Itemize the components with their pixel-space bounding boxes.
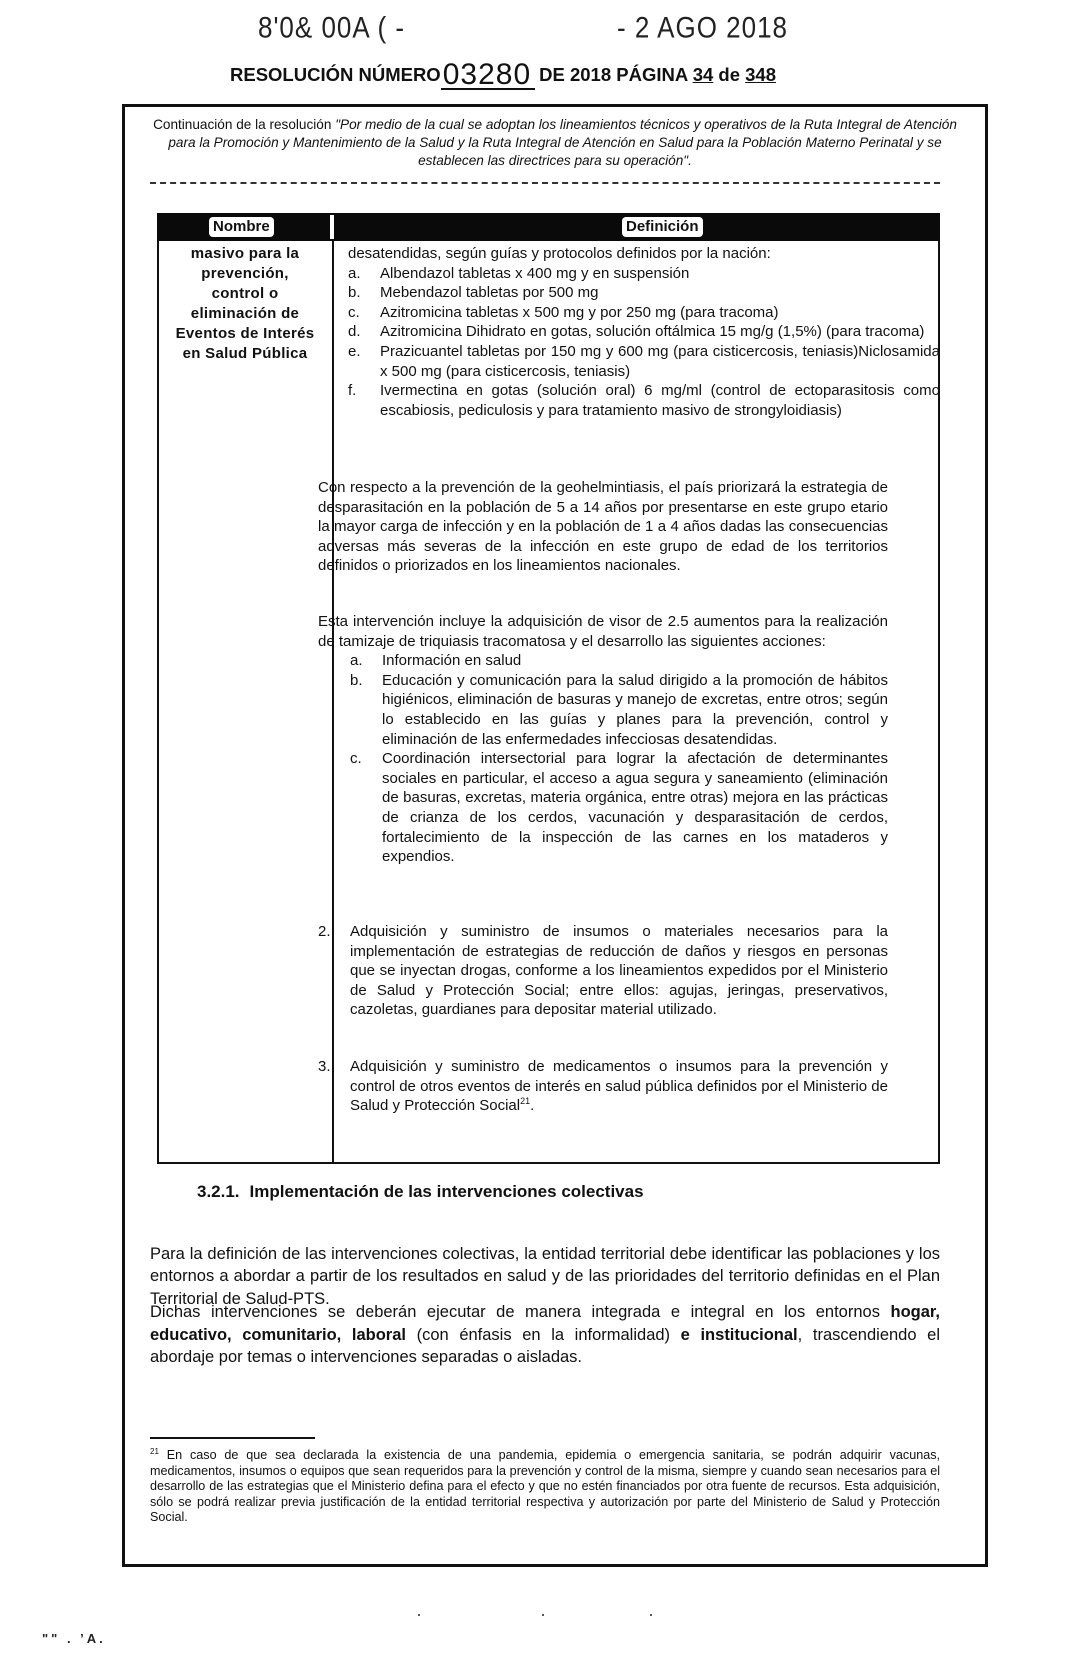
scan-speck [650,1614,652,1616]
list-text: Adquisición y suministro de insumos o materiales necesarios para la implementación de estrategias de reducción de daños y riesgos en personas que se inyectan drogas, conforme a los lineamientos expedidos por el Ministerio de Salud y Protección Social; entre ellos: agujas, jeringas, preservativos, cazoletas, guardianes para depositar material utilizado. [350,923,888,1019]
emphasis-institucional: e institucional [680,1325,798,1344]
footnote-separator [150,1437,315,1439]
list-marker: b. [350,671,363,689]
emphasis-entornos: hogar, educativo, comunitario, laboral [150,1303,940,1344]
list-marker: 2. [318,923,331,940]
list-marker: b. [348,284,361,302]
list-text: Prazicuantel tabletas por 150 mg y 600 mg (para cisticercosis, teniasis)Niclosamida x 500 mg (para cisticercosis, teniasis) [380,342,940,380]
resolution-number: 03280 [441,62,535,90]
list-item [348,381,940,420]
list-text: Educación y comunicación para la salud dirigido a la promoción de hábitos higiénicos, eliminación de basuras y manejo de excretas, entre otros; según lo establecido en las guías y planes para la prevención, control y eliminación de las enfermedades infecciosas desatendidas. [382,671,888,748]
list-item [350,671,888,749]
list-text: Azitromicina tabletas x 500 mg y por 250 mg (para tracoma) [380,303,779,321]
stamp-mirrored-text: 8'0& 00A ( - [258,10,406,45]
item-2-block [318,922,888,1020]
medicines-block [348,244,940,420]
list-text: Mebendazol tabletas por 500 mg [380,284,599,302]
title-prefix: RESOLUCIÓN NÚMERO [230,64,441,85]
page-current: 34 [692,64,714,85]
scan-artifact: "" . ’A. [42,1631,106,1646]
list-text: Azitromicina Dihidrato en gotas, solución oftálmica 15 mg/g (1,5%) (para tracoma) [380,323,925,341]
nombre-line: en Salud Pública [182,345,308,362]
list-item [348,283,940,303]
nombre-line: eliminación de [190,305,300,322]
numbered-list [318,1057,888,1116]
list-item [348,303,940,323]
footnote-text: En caso de que sea declarada la existencia de una pandemia, epidemia o emergencia sanitaria, se podrán adquirir vacunas, medicamentos, insumos o equipos que sean requeridos para la prevención y control de la misma, siempre y cuando sean necesarios para el desarrollo de las estrategias que el Ministerio defina para el efecto y que no estén financiados por otra fuente de recursos. Esta adquisición, sólo se podrá realizar previa justificación de la entidad territorial respectiva y autorización por parte del Ministerio de Salud y Protección Social. [150,1448,941,1525]
paragraph-text: Dichas intervenciones se deberán ejecutar de manera integrada e integral en los entornos [150,1303,891,1321]
paragraph-text: , trascendiendo el abordaje por temas o intervenciones separadas o aisladas. [150,1325,940,1366]
list-text-end: . [530,1097,535,1115]
list-item [348,264,940,284]
paragraph [150,1301,940,1369]
nombre-line: control o [211,285,279,302]
page-of: de [718,64,740,85]
list-marker: c. [348,303,360,321]
continuation-quote: "Por medio de la cual se adoptan los lineamientos técnicos y operativos de la Ruta Integral de Atención para la Promoción y Mantenimiento de la Salud y la Ruta Integral de Atención en Salud para la Población Materno Perinatal y se establecen las directrices para su operación". [168,117,957,168]
header-column-divider [330,215,334,239]
resolution-title [230,58,777,91]
list-marker: d. [348,323,361,341]
visor-block [318,612,888,867]
page-total: 348 [745,64,777,85]
list-marker: e. [348,342,361,360]
list-marker: a. [348,264,361,282]
list-text: Albendazol tabletas x 400 mg y en suspensión [380,264,690,282]
list-marker: a. [350,652,363,670]
stamp-date: - 2 AGO 2018 [617,10,788,45]
list-item [348,342,940,381]
paragraph-text: Con respecto a la prevención de la geohelmintiasis, el país priorizará la estrategia de desparasitación en la población de 5 a 14 años por presentarse en este grupo etario la mayor carga de infección y en la población de 1 a 4 años dadas las consecuencias adversas más severas de la infección en este grupo de edad de los territorios definidos o priorizados en los lineamientos nacionales. [318,479,888,575]
list-item [318,1057,888,1116]
nombre-line: masivo para la [190,245,300,262]
section-number: 3.2.1. [197,1182,240,1201]
list-item [348,322,940,342]
medicines-intro: desatendidas, según guías y protocolos definidos por la nación: [348,245,771,262]
dashed-divider [150,182,940,184]
header-definicion: Definición [622,217,703,237]
medicines-list [348,264,940,421]
list-marker: c. [350,750,362,768]
numbered-list [318,922,888,1020]
scan-speck [418,1614,420,1616]
list-text: Información en salud [382,652,522,670]
paragraph-text: (con énfasis en la informalidad) [405,1325,681,1344]
section-title: Implementación de las intervenciones colectivas [249,1182,644,1201]
header-nombre: Nombre [209,217,274,237]
list-marker: 3. [318,1058,331,1075]
item-3-block [318,1057,888,1116]
scan-speck [542,1614,544,1616]
list-text: Ivermectina en gotas (solución oral) 6 mg/ml (control de ectoparasitosis como escabiosis, pediculosis y para tratamiento masivo de strongyloidiasis) [380,382,940,419]
list-text: Coordinación intersectorial para lograr la afectación de determinantes sociales en particular, el acceso a agua segura y saneamiento (eliminación de basuras, excretas, materia orgánica, entre otras) mejora en las prácticas de crianza de los cerdos, vacunación y desparasitación de cerdos, fortalecimiento de la inspección de las carnes en los mataderos y expendios. [382,750,888,866]
list-text: Adquisición y suministro de medicamentos o insumos para la prevención y control de otros eventos de interés en salud pública definidos por el Ministerio de Salud y Protección Social [350,1058,888,1115]
continuation-header [150,116,960,170]
nombre-line: Eventos de Interés [175,325,315,342]
nombre-line: prevención, [201,265,289,282]
list-item [350,651,888,671]
list-marker: f. [348,382,357,400]
footnote-number: 21 [150,1446,159,1456]
section-heading [197,1182,644,1202]
footnote [150,1448,940,1526]
list-item [350,749,888,867]
continuation-lead: Continuación de la resolución [153,117,336,132]
nombre-cell [159,244,331,364]
footnote-ref[interactable]: 21 [520,1096,531,1107]
table-header-row [157,213,940,241]
geohelmintiasis-paragraph [318,478,888,576]
paragraph: Para la definición de las intervenciones colectivas, la entidad territorial debe identificar las poblaciones y los entornos a abordar a partir de los resultados en salud y de las prioridades del territorio definidas en el Plan Territorial de Salud-PTS. [150,1244,940,1308]
actions-list [350,651,888,867]
visor-intro: Esta intervención incluye la adquisición de visor de 2.5 aumentos para la realización de tamizaje de triquiasis tracomatosa y el desarrollo las siguientes acciones: [318,613,888,650]
list-item [318,922,888,1020]
title-mid: DE 2018 PÁGINA [539,64,688,85]
